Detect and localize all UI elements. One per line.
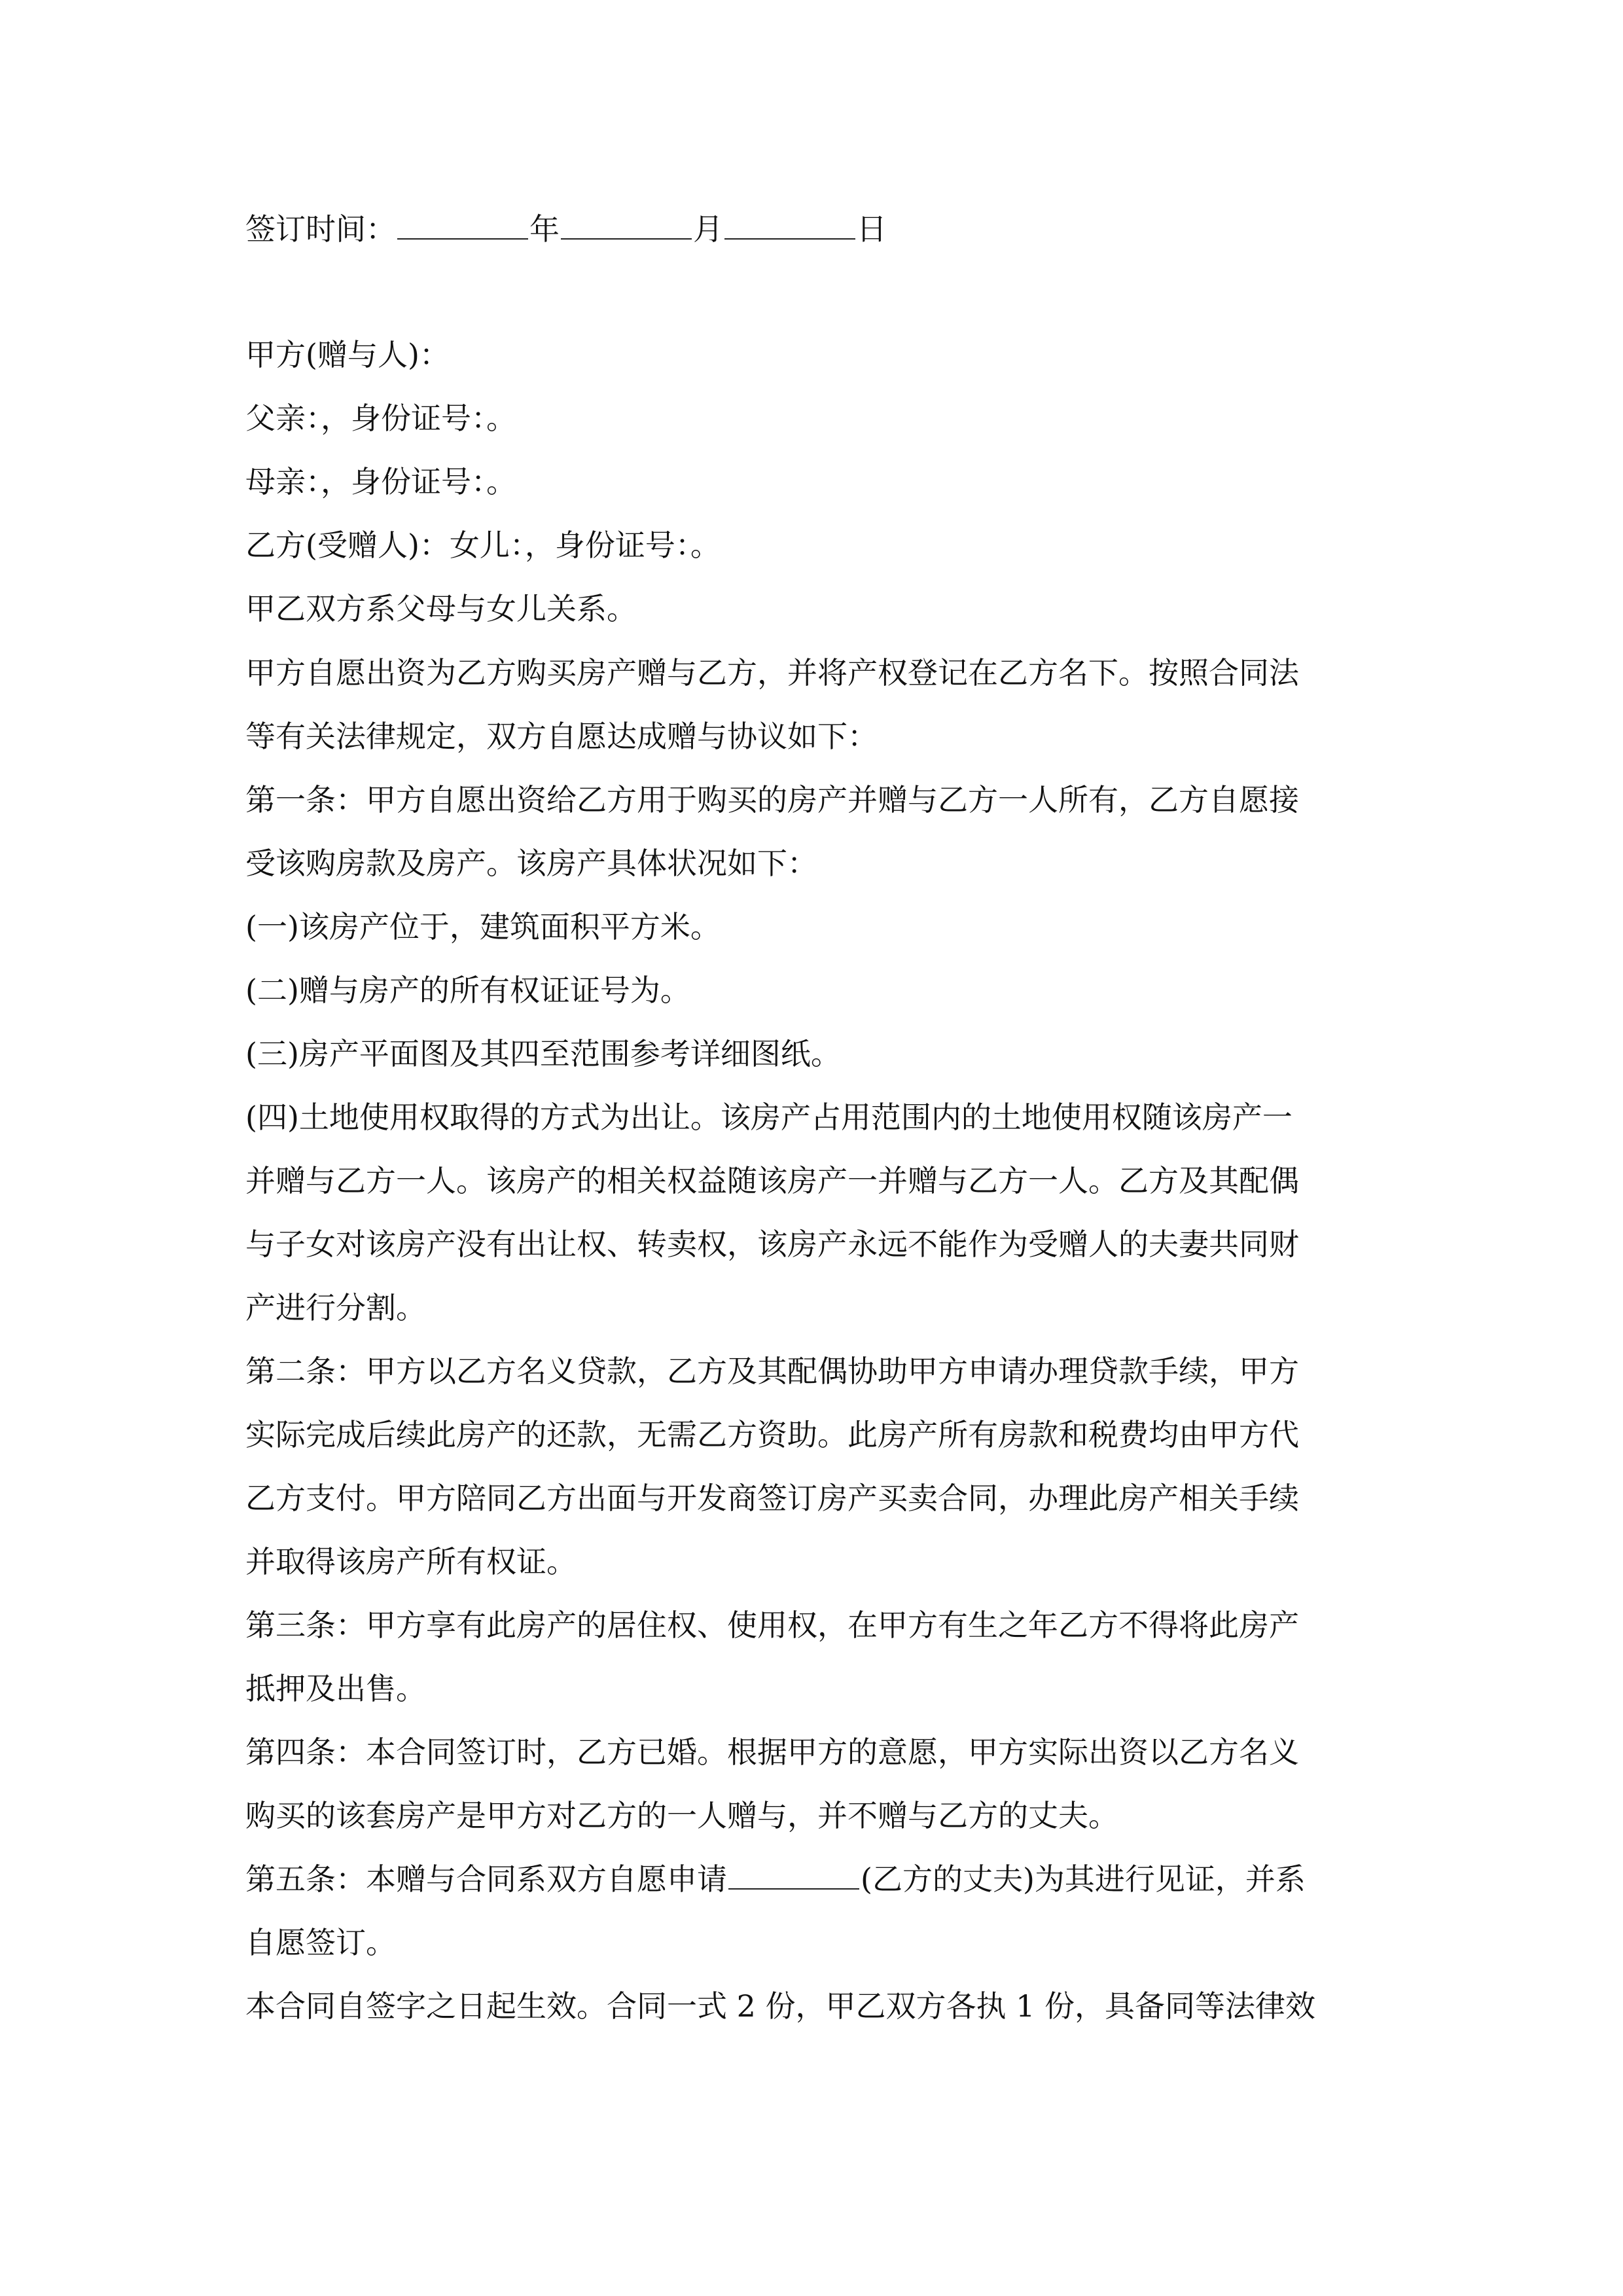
month-label: 月: [693, 211, 723, 247]
party-b-line: 乙方(受赠人)：女儿：，身份证号：。: [245, 528, 721, 563]
relation-line: 甲乙双方系父母与女儿关系。: [245, 591, 637, 626]
article3-line-2: 抵押及出售。: [245, 1671, 426, 1706]
article1-item-1: (一)该房产位于，建筑面积平方米。: [245, 909, 721, 944]
article1-line-1: 第一条：甲方自愿出资给乙方用于购买的房产并赠与乙方一人所有，乙方自愿接: [245, 782, 1299, 817]
witness-blank: [728, 1862, 859, 1890]
article1-item-4-line-1: (四)土地使用权取得的方式为出让。该房产占用范围内的土地使用权随该房产一: [245, 1100, 1293, 1135]
article5-text-end: (乙方的丈夫)为其进行见证，并系: [861, 1861, 1306, 1897]
article1-item-4-line-4: 产进行分割。: [245, 1290, 426, 1325]
article1-item-3: (三)房产平面图及其四至范围参考详细图纸。: [245, 1036, 841, 1071]
article5-line-1: [245, 1858, 1384, 1900]
article5-line-2: 自愿签订。: [245, 1925, 396, 1960]
party-a-mother: 母亲：，身份证号：。: [245, 464, 516, 499]
sign-date-line: [245, 208, 1384, 250]
party-a-father: 父亲：，身份证号：。: [245, 401, 516, 436]
intro-line-1: 甲方自愿出资为乙方购买房产赠与乙方，并将产权登记在乙方名下。按照合同法: [245, 655, 1299, 691]
article4-line-1: 第四条：本合同签订时，乙方已婚。根据甲方的意愿，甲方实际出资以乙方名义: [245, 1734, 1299, 1770]
article2-line-1: 第二条：甲方以乙方名义贷款，乙方及其配偶协助甲方申请办理贷款手续，甲方: [245, 1354, 1299, 1389]
day-label: 日: [857, 211, 887, 247]
article1-item-4-line-3: 与子女对该房产没有出让权、转卖权，该房产永远不能作为受赠人的夫妻共同财: [245, 1227, 1299, 1262]
intro-line-2: 等有关法律规定，双方自愿达成赠与协议如下：: [245, 719, 878, 754]
article2-line-4: 并取得该房产所有权证。: [245, 1544, 577, 1579]
article2-line-2: 实际完成后续此房产的还款，无需乙方资助。此房产所有房款和税费均由甲方代: [245, 1417, 1299, 1452]
year-label: 年: [529, 211, 560, 247]
year-blank: [397, 212, 528, 240]
article1-item-4-line-2: 并赠与乙方一人。该房产的相关权益随该房产一并赠与乙方一人。乙方及其配偶: [245, 1163, 1299, 1198]
article5-text-start: 第五条：本赠与合同系双方自愿申请: [245, 1861, 727, 1897]
article1-line-2: 受该购房款及房产。该房产具体状况如下：: [245, 846, 817, 881]
effect-line-1: 本合同自签字之日起生效。合同一式 2 份，甲乙双方各执 1 份，具备同等法律效: [245, 1988, 1316, 2024]
article4-line-2: 购买的该套房产是甲方对乙方的一人赠与，并不赠与乙方的丈夫。: [245, 1798, 1118, 1833]
article3-line-1: 第三条：甲方享有此房产的居住权、使用权，在甲方有生之年乙方不得将此房产: [245, 1607, 1299, 1643]
party-a-heading: 甲方(赠与人)：: [245, 337, 450, 372]
article1-item-2: (二)赠与房产的所有权证证号为。: [245, 973, 690, 1008]
article2-line-3: 乙方支付。甲方陪同乙方出面与开发商签订房产买卖合同，办理此房产相关手续: [245, 1480, 1299, 1516]
sign-date-label: 签订时间：: [245, 211, 396, 247]
day-blank: [724, 212, 855, 240]
month-blank: [561, 212, 692, 240]
